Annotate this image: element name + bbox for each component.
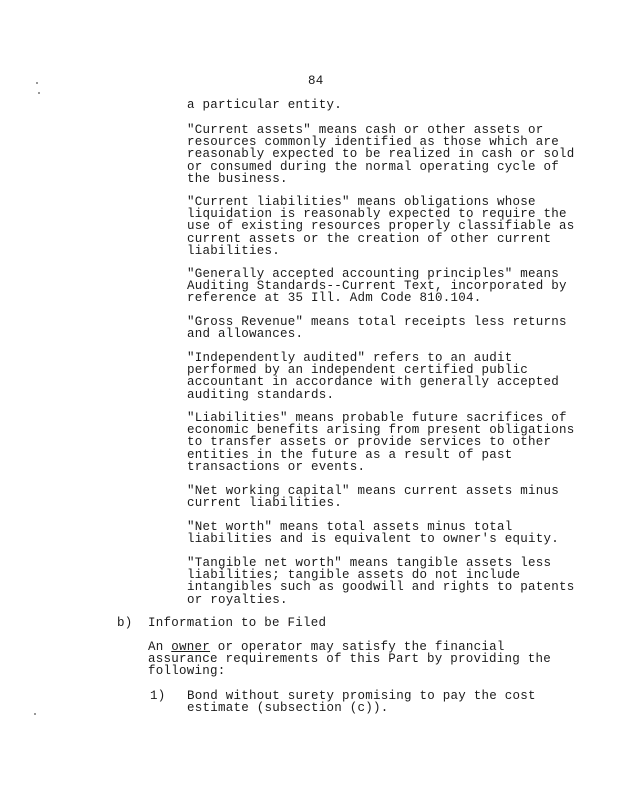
- section-b-intro: [148, 641, 588, 678]
- scan-speck: [38, 92, 40, 94]
- section-b-title: Information to be Filed: [148, 616, 327, 630]
- intro-prefix: An: [148, 640, 172, 654]
- intro-suffix: or operator may satisfy the financial assurance requirements of this Part by providing the following:: [148, 640, 552, 679]
- definition-gross-revenue: "Gross Revenue" means total receipts less returns and allowances.: [187, 315, 567, 342]
- scan-speck: [36, 82, 38, 84]
- item-1-text: Bond without surety promising to pay the cost estimate (subsection (c)).: [187, 689, 536, 716]
- definition-net-worth: "Net worth" means total assets minus total liabilities and is equivalent to owner's equity.: [187, 520, 560, 547]
- definition-current-assets: "Current assets" means cash or other assets or resources commonly identified as those which are reasonably expected to be realized in cash or sold or consumed during the normal operating cycle of the business.: [187, 123, 575, 186]
- definition-liabilities: "Liabilities" means probable future sacrifices of economic benefits arising from present obligations to transfer assets or provide services to other entities in the future as a result of past transactions or events.: [187, 411, 575, 474]
- definition-gaap: "Generally accepted accounting principles" means Auditing Standards--Current Text, incorporated by reference at 35 Ill. Adm Code 810.104.: [187, 267, 567, 306]
- item-1-number: 1): [150, 689, 166, 703]
- page-number: 84: [308, 74, 324, 88]
- definition-independently-audited: "Independently audited" refers to an audit performed by an independent certified public accountant in accordance with generally accepted auditing standards.: [187, 351, 560, 402]
- section-b-label: b): [117, 616, 133, 630]
- scan-speck: [34, 713, 36, 715]
- definition-net-working-capital: "Net working capital" means current assets minus current liabilities.: [187, 484, 560, 511]
- definition-tangible-net-worth: "Tangible net worth" means tangible assets less liabilities; tangible assets do not include intangibles such as goodwill and rights to patents or royalties.: [187, 556, 575, 607]
- definition-current-liabilities: "Current liabilities" means obligations whose liquidation is reasonably expected to require the use of existing resources properly classifiable as current assets or the creation of other current liabilities.: [187, 195, 575, 258]
- intro-owner-underlined: owner: [171, 640, 211, 654]
- continuation-line: a particular entity.: [187, 98, 343, 112]
